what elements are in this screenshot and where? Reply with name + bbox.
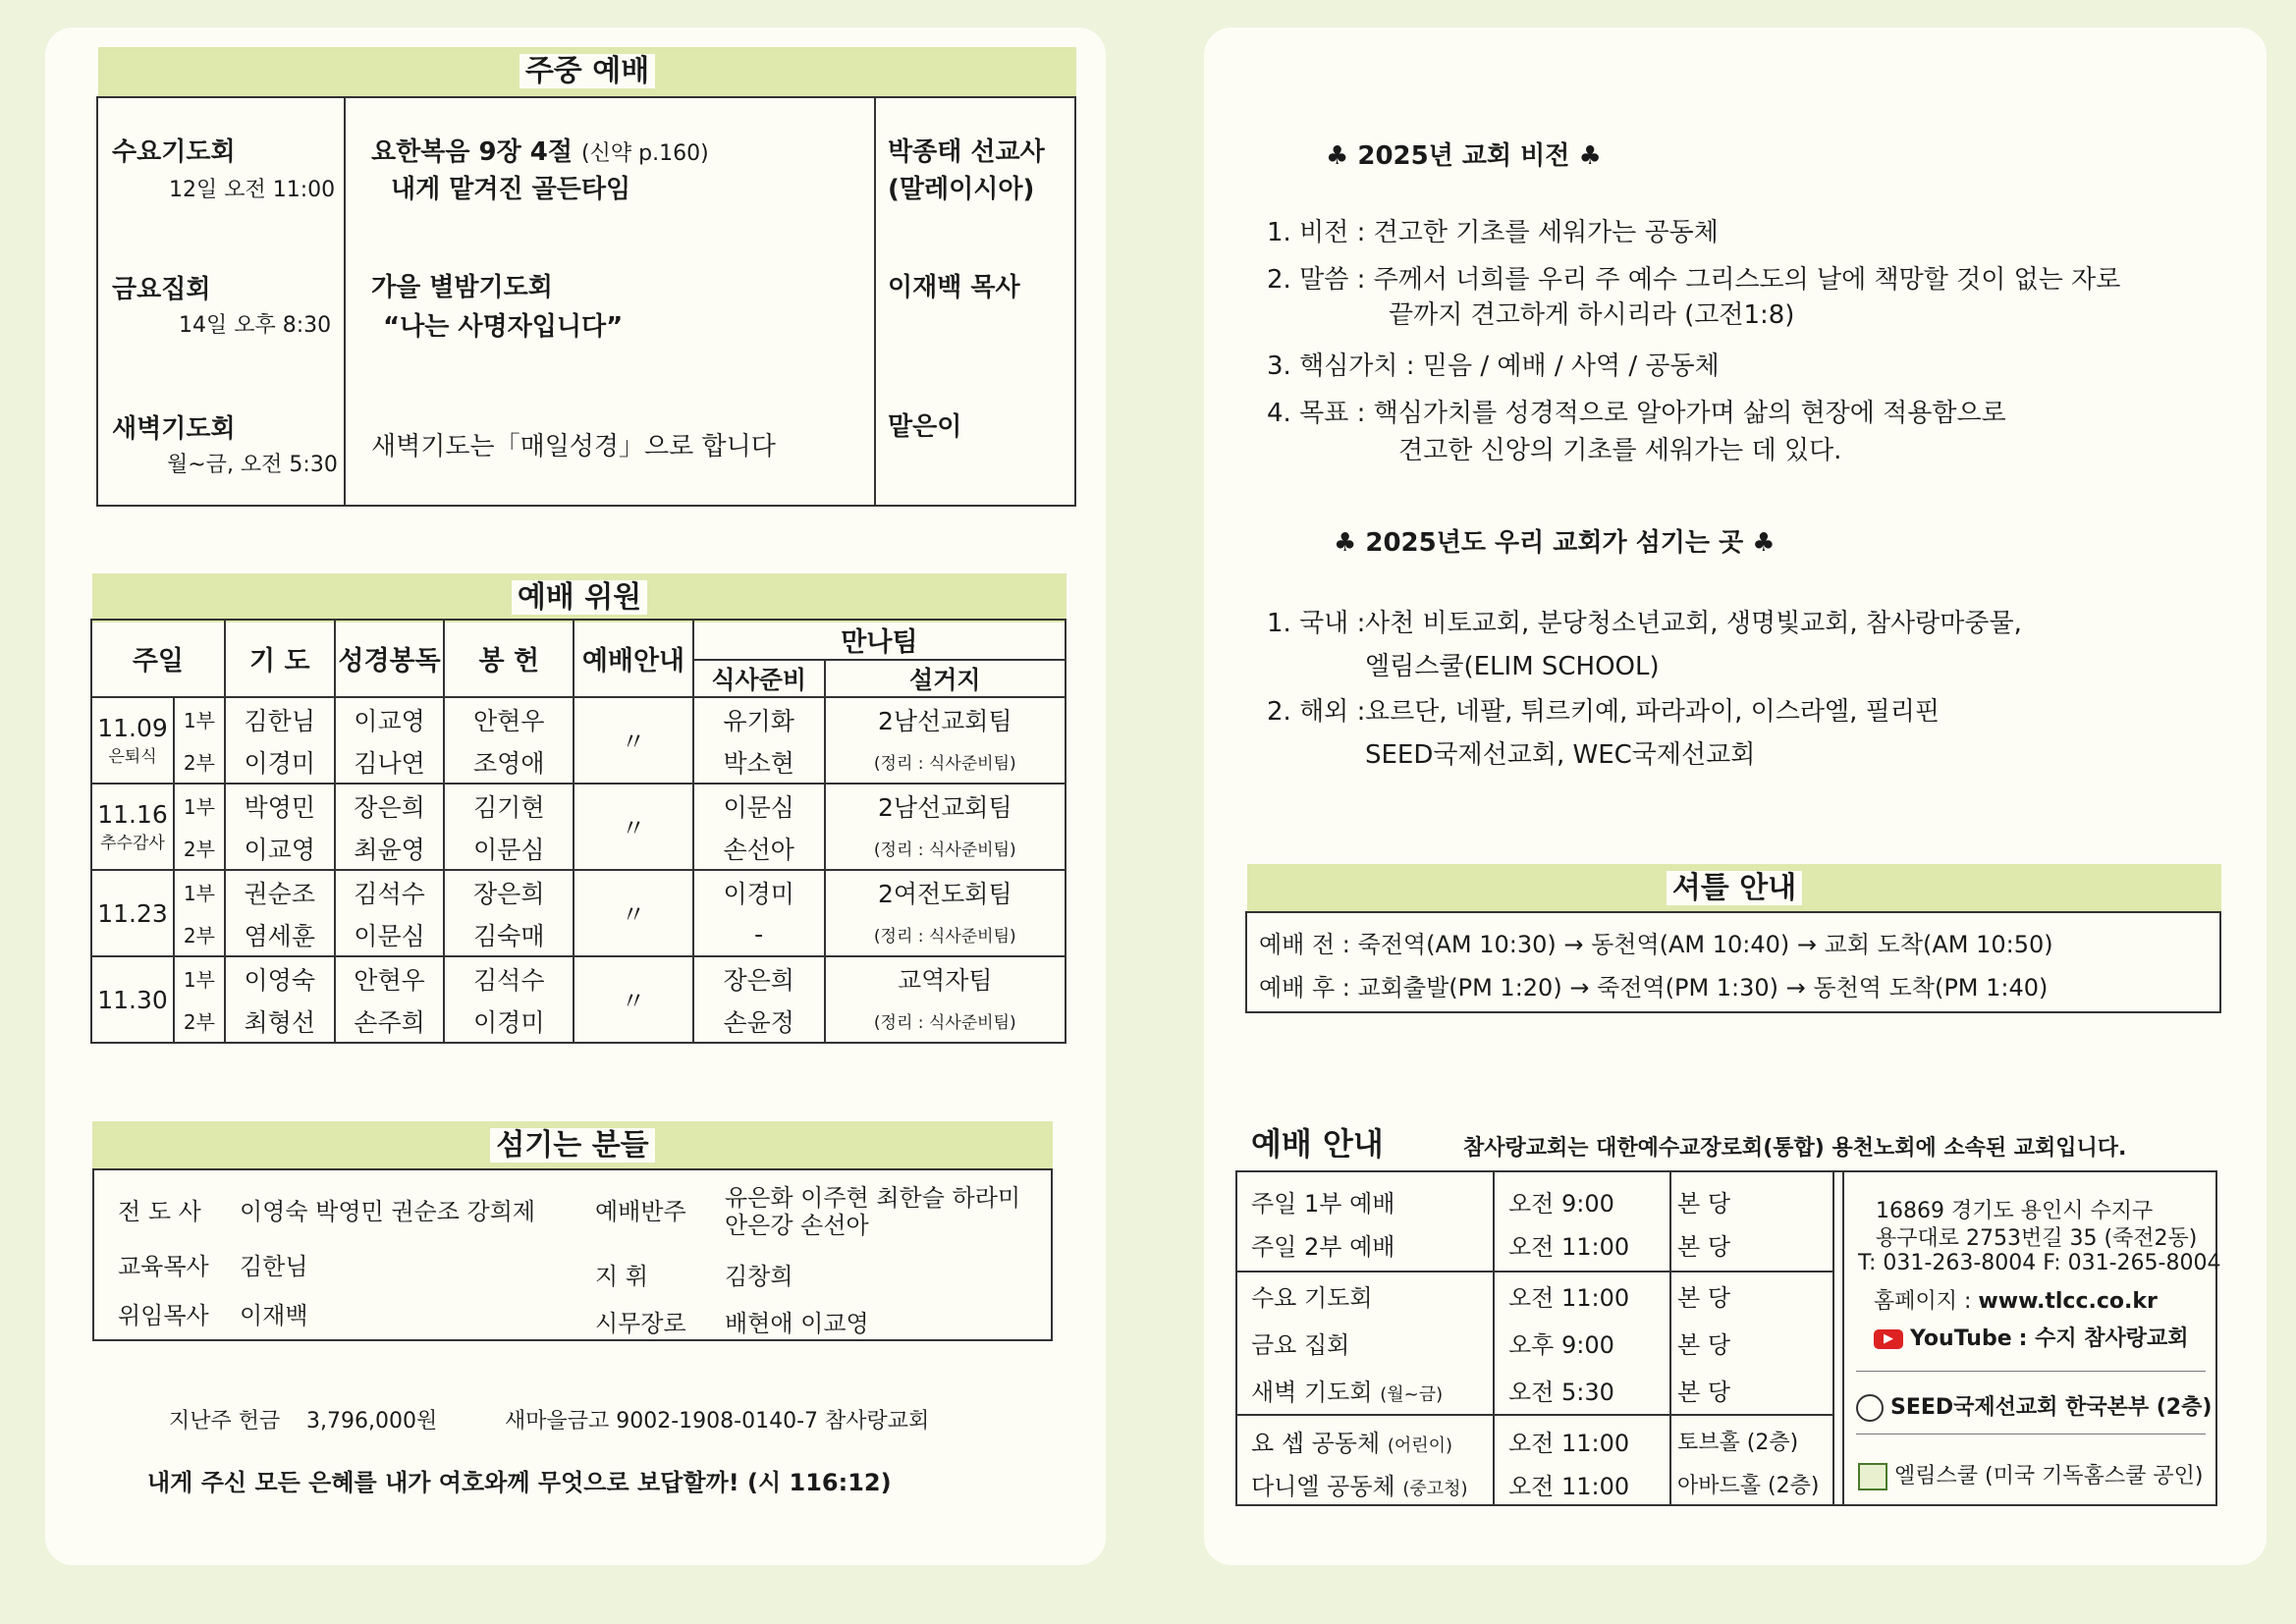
mission-overseas-2: SEED국제선교회, WEC국제선교회	[1365, 740, 1756, 770]
service-name: 수요 기도회	[1251, 1284, 1373, 1312]
elim-school: 엘림스쿨 (미국 기독홈스쿨 공인)	[1858, 1459, 2203, 1490]
duty-title: 예배 위원	[92, 573, 1066, 623]
service-time: 오후 9:00	[1508, 1331, 1614, 1359]
vision-item: 3. 핵심가치 : 믿음 / 예배 / 사역 / 공동체	[1267, 352, 1720, 381]
duty-row: 11.23 1부 권순조 김석수 장은희 〃 이경미 2여전도회팀	[91, 870, 1066, 913]
servers-title: 섬기는 분들	[92, 1121, 1053, 1170]
shuttle-title: 셔틀 안내	[1247, 864, 2221, 913]
worship-content: 요한복음 9장 4절 (신약 p.160)	[371, 137, 709, 167]
worship-name: 새벽기도회	[112, 414, 236, 444]
service-name: 주일 1부 예배	[1251, 1190, 1395, 1218]
service-time: 오전 9:00	[1508, 1190, 1614, 1218]
worship-name: 수요기도회	[112, 137, 236, 167]
header-meal-prep: 식사준비	[693, 660, 825, 697]
server-names: 유은화 이주현 최한슬 하라미	[725, 1184, 1021, 1212]
service-time: 오전 11:00	[1508, 1473, 1630, 1500]
offering-amount: 3,796,000원	[306, 1409, 438, 1434]
mission-domestic: 사천 비토교회, 분당청소년교회, 생명빛교회, 참사랑마중물,	[1365, 609, 2022, 638]
server-role: 위임목사	[118, 1302, 209, 1329]
service-place: 아바드홀 (2층)	[1677, 1474, 1820, 1498]
service-time: 오전 11:00	[1508, 1233, 1630, 1261]
duty-row: 11.16 추수감사 1부 박영민 장은희 김기현 〃 이문심 2남선교회팀	[91, 784, 1066, 827]
worship-content: 가을 별밤기도회	[371, 273, 553, 302]
mission-overseas: 요르단, 네팔, 튀르키예, 파라과이, 이스라엘, 필리핀	[1365, 697, 1940, 727]
worship-content-title: 내게 맡겨진 골든타임	[391, 175, 631, 204]
offering-bank: 새마을금고 9002-1908-0140-7 참사랑교회	[505, 1409, 930, 1434]
server-role: 시무장로	[595, 1310, 686, 1337]
address-line1: 16869 경기도 용인시 수지구	[1876, 1199, 2154, 1223]
youtube-link[interactable]: ▶ YouTube : 수지 참사랑교회	[1874, 1322, 2189, 1352]
elim-logo-icon	[1858, 1463, 1887, 1490]
duty-row: 11.09 은퇴식 1부 김한님 이교영 안현우 〃 유기화 2남선교회팀	[91, 697, 1066, 740]
duty-row: 11.30 1부 이영숙 안현우 김석수 〃 장은희 교역자팀	[91, 956, 1066, 1000]
shuttle-before: 예배 전 : 죽전역(AM 10:30) → 동천역(AM 10:40) → 교회 도착(AM 10:50)	[1259, 931, 2053, 958]
service-name: 새벽 기도회 (월~금)	[1251, 1379, 1444, 1406]
worship-time: 12일 오전 11:00	[169, 178, 336, 202]
offering-label: 지난주 헌금	[169, 1409, 281, 1434]
server-names: 이영숙 박영민 권순조 강희제	[240, 1198, 536, 1225]
address-line2: 용구대로 2753번길 35 (죽전2동)	[1876, 1226, 2198, 1251]
header-dishes: 설거지	[825, 660, 1066, 697]
worship-time: 14일 오후 8:30	[179, 313, 332, 338]
worship-title: 주중 예배	[98, 47, 1076, 96]
info-subtitle: 참사랑교회는 대한예수교장로회(통합) 용천노회에 소속된 교회입니다.	[1463, 1136, 2127, 1161]
server-names: 김한님	[240, 1253, 308, 1280]
service-place: 본 당	[1677, 1233, 1730, 1261]
service-name: 주일 2부 예배	[1251, 1233, 1395, 1261]
header-sunday: 주일	[91, 620, 225, 697]
worship-name: 금요집회	[112, 275, 211, 304]
vision-item: 2. 말씀 : 주께서 너희를 우리 주 예수 그리스도의 날에 책망할 것이 없는 자로	[1267, 265, 2121, 295]
phone: T: 031-263-8004 F: 031-265-8004	[1858, 1251, 2221, 1275]
mission-domestic-label: 1. 국내 :	[1267, 609, 1366, 638]
worship-content: 새벽기도는「매일성경」으로 합니다	[371, 432, 776, 461]
service-place: 본 당	[1677, 1284, 1730, 1312]
service-place: 본 당	[1677, 1379, 1730, 1406]
service-time: 오전 5:30	[1508, 1379, 1614, 1406]
mission-title: ♣ 2025년도 우리 교회가 섬기는 곳 ♣	[1334, 528, 1776, 558]
header-reading: 성경봉독	[335, 620, 445, 697]
service-place: 본 당	[1677, 1190, 1730, 1218]
server-names: 안은강 손선아	[725, 1212, 869, 1239]
vision-item-cont: 견고한 신앙의 기초를 세워가는 데 있다.	[1398, 436, 1842, 465]
duty-table: 주일 기 도 성경봉독 봉 헌 예배안내 만나팀 식사준비 설거지 11.09 은퇴식 1부 김한님 이교영 안현우 〃 유기화 2남선교회팀 2부 이경미 김나연 조영애 박소현 (정리 : 식사준비팀) 11.16 추수감사 1부 박영민 장은희 김기현 〃 이문심 2남선교회팀 2부 이교영 최윤영 이문심 손선아 (정리 : 식사준비팀) 11.23 1부 권순조 김석수 장은희 〃 이경미 2여전도회팀 2부 염세훈 이문심 김숙매 - (정리 : 식사준비팀) 11.30 1부 이영숙 안현우 김석수 〃 장은희 교역자팀 2부 최형선 손주희 이경미 손윤정 (정리 : 식사준비팀)	[90, 619, 1066, 1044]
header-usher: 예배안내	[574, 620, 693, 697]
vision-item-cont: 끝까지 견고하게 하시리라 (고전1:8)	[1389, 300, 1795, 330]
vision-item: 1. 비전 : 견고한 기초를 세워가는 공동체	[1267, 218, 1719, 247]
seed-org: SEED국제선교회 한국본부 (2층)	[1856, 1390, 2212, 1422]
worship-time: 월~금, 오전 5:30	[167, 453, 338, 477]
mission-domestic-2: 엘림스쿨(ELIM SCHOOL)	[1365, 652, 1660, 681]
shuttle-after: 예배 후 : 교회출발(PM 1:20) → 죽전역(PM 1:30) → 동천역 도착(PM 1:40)	[1259, 974, 2049, 1001]
bible-verse: 내게 주신 모든 은혜를 내가 여호와께 무엇으로 보답할까! (시 116:12)	[147, 1469, 892, 1496]
info-title: 예배 안내	[1251, 1125, 1384, 1163]
server-names: 배현애 이교영	[725, 1310, 869, 1337]
service-name: 금요 집회	[1251, 1331, 1350, 1359]
homepage[interactable]: 홈페이지 : www.tlcc.co.kr	[1874, 1289, 2158, 1314]
service-time: 오전 11:00	[1508, 1284, 1630, 1312]
server-role: 교육목사	[118, 1253, 209, 1280]
header-prayer: 기 도	[225, 620, 335, 697]
service-place: 본 당	[1677, 1331, 1730, 1359]
worship-leader: 이재백 목사	[888, 273, 1020, 302]
service-name: 요 셉 공동체 (어린이)	[1251, 1430, 1453, 1457]
youtube-icon: ▶	[1874, 1329, 1903, 1349]
server-role: 전 도 사	[118, 1198, 201, 1225]
vision-item: 4. 목표 : 핵심가치를 성경적으로 알아가며 삶의 현장에 적용함으로	[1267, 399, 2006, 428]
mission-overseas-label: 2. 해외 :	[1267, 697, 1366, 727]
worship-content-title: “나는 사명자입니다”	[383, 312, 624, 342]
service-name: 다니엘 공동체 (중고청)	[1251, 1473, 1468, 1500]
seed-logo-icon	[1856, 1394, 1884, 1422]
header-offering: 봉 헌	[444, 620, 574, 697]
worship-leader: 박종태 선교사	[888, 137, 1045, 167]
server-role: 예배반주	[595, 1198, 686, 1225]
worship-leader: 맡은이	[888, 412, 962, 442]
worship-leader-note: (말레이시아)	[888, 175, 1035, 204]
service-place: 토브홀 (2층)	[1677, 1431, 1799, 1455]
server-names: 이재백	[240, 1302, 308, 1329]
header-meal: 만나팀	[693, 620, 1066, 660]
vision-title: ♣ 2025년 교회 비전 ♣	[1326, 141, 1602, 171]
server-role: 지 휘	[595, 1263, 648, 1290]
service-time: 오전 11:00	[1508, 1430, 1630, 1457]
server-names: 김창희	[725, 1263, 793, 1290]
